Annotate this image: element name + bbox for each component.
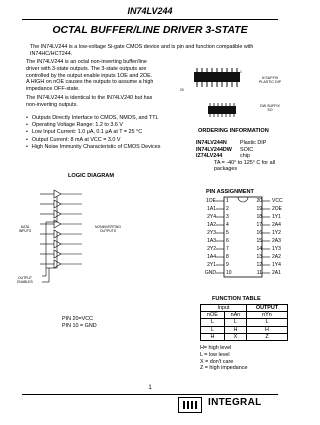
pin-number: 2: [226, 206, 229, 212]
function-table-output-head: OUTPUT: [246, 305, 287, 312]
ordering-part: IN74LV244N: [196, 140, 227, 146]
pin-name: 1A3: [207, 238, 216, 244]
pin-name: 2A3: [272, 238, 281, 244]
function-table-col: nOE: [201, 312, 225, 319]
pin-number: 16: [256, 230, 262, 236]
pin-assignment-heading: PIN ASSIGNMENT: [206, 189, 254, 195]
dip-package: [194, 68, 240, 87]
pin-name: 1A2: [207, 222, 216, 228]
table-cell: H: [224, 326, 246, 333]
features-list: [26, 115, 176, 151]
function-table-col: nAn: [224, 312, 246, 319]
dip-pin1-label: 1: [240, 70, 242, 74]
pin-name: 2Y1: [207, 262, 216, 268]
logic-diagram: [38, 182, 158, 292]
footer-rule: [22, 394, 278, 395]
ordering-row: [196, 147, 286, 154]
feature-item: • Low Input Current: 1.0 μA, 0.1 μA at T = 25 °C: [26, 129, 176, 136]
function-table-col: nYn: [246, 312, 287, 319]
table-cell: H: [246, 326, 287, 333]
ordering-heading: ORDERING INFORMATION: [198, 128, 269, 134]
pin-number: 8: [226, 254, 229, 260]
pin-left-numbers: [226, 197, 238, 277]
table-row: [201, 326, 288, 333]
brand-name: INTEGRAL: [208, 397, 262, 408]
pin-name: VCC: [272, 198, 283, 204]
ordering-part: IZ74LV244: [196, 153, 223, 160]
legend-item: X = don't care: [200, 358, 234, 365]
package-drawings: [186, 58, 286, 138]
ordering-temperature: TA = -40° to 125° C for all packages: [214, 159, 275, 173]
pin-number: 12: [256, 262, 262, 268]
ordering-package: chip: [240, 153, 250, 160]
pin-name: 2Y2: [207, 246, 216, 252]
output-enables-label: OUTPUT ENABLES: [17, 276, 33, 284]
soic-package: [208, 103, 236, 117]
dip-suffix-label: N SUFFIX PLASTIC DIP: [259, 76, 281, 85]
feature-item: • Operating Voltage Range: 1.2 to 3.6 V: [26, 122, 176, 129]
pin-vcc-note: PIN 20=VCC: [62, 316, 94, 322]
pin-number: 19: [256, 206, 262, 212]
pin-name: 1Y2: [272, 230, 281, 236]
intro-paragraph-2: The IN74LV244 is an octal non-inverting buffer/line driver with 3-state outputs. The 3-state outputs are controlled by the output enable inputs 1OE and 2OE. A HIGH on nOE causes the outputs to assume a high impedance OFF-state.: [26, 59, 154, 93]
pin-number: 9: [226, 262, 229, 268]
pin-right-numbers: [250, 197, 262, 277]
logic-diagram-heading: LOGIC DIAGRAM: [68, 173, 114, 179]
pin-name: 2Y3: [207, 230, 216, 236]
page-title: IN74LV244: [127, 6, 173, 16]
pin-number: 20: [256, 198, 262, 204]
table-cell: L: [201, 326, 225, 333]
pin-number: 17: [256, 222, 262, 228]
ordering-part: IN74LV244DW: [196, 146, 232, 153]
ordering-row: [196, 153, 286, 160]
table-cell: H: [201, 333, 225, 340]
table-cell: L: [246, 319, 287, 326]
page-number: 1: [148, 385, 152, 391]
title-rule: [22, 19, 278, 20]
pin-number: 18: [256, 214, 262, 220]
pin-left-names: [196, 197, 216, 277]
pin-name: 2A1: [272, 270, 281, 276]
noninverting-outputs-label: NONINVERTING OUTPUTS: [95, 225, 121, 233]
table-cell: L: [224, 319, 246, 326]
legend-item: H= high level: [200, 345, 232, 351]
page-subtitle: OCTAL BUFFER/LINE DRIVER 3-STATE: [52, 24, 248, 36]
pin-number: 11: [256, 270, 262, 276]
pin-number: 13: [256, 254, 262, 260]
pin-name: 1A1: [207, 206, 216, 212]
ordering-row: [196, 140, 286, 147]
pin-name: 2A4: [272, 222, 281, 228]
ordering-package: SOIC: [240, 146, 254, 153]
pin-name: 2Y4: [207, 214, 216, 220]
ordering-package: Plastic DIP: [240, 140, 267, 146]
function-table-input-head: Input: [201, 305, 247, 312]
table-row: [201, 319, 288, 326]
pin-number: 6: [226, 238, 229, 244]
pin-number: 15: [256, 238, 262, 244]
pin-name: 1Y4: [272, 262, 281, 268]
pin-number: 4: [226, 222, 229, 228]
function-table: [200, 304, 288, 341]
pin-name: 1Y3: [272, 246, 281, 252]
data-inputs-label: DATA INPUTS: [18, 225, 32, 233]
ordering-table: [196, 140, 286, 173]
pin-number: 3: [226, 214, 229, 220]
pin-name: 2A2: [272, 254, 281, 260]
table-row: [201, 333, 288, 340]
function-legend: [200, 345, 248, 372]
feature-item: • Outputs Directly Interface to CMOS, NMOS, and TTL: [26, 115, 176, 122]
feature-item: • Output Current: 8 mA at VCC = 3.0 V: [26, 137, 176, 144]
pin-right-names: [272, 197, 294, 277]
feature-item: • High Noise Immunity Characteristic of CMOS Devices: [26, 144, 176, 151]
legend-item: L = low level: [200, 351, 230, 358]
soic-suffix-label: DW SUFFIX SO: [260, 104, 280, 113]
pin-number: 10: [226, 270, 232, 276]
pin-name: 1OE: [205, 198, 216, 204]
intro-paragraph-1: The IN74LV244 is a low-voltage Si-gate CMOS device and is pin and function compatible with IN74HC/HCT244.: [30, 44, 254, 57]
pin-name: 1A4: [207, 254, 216, 260]
pin-name: GND: [204, 270, 216, 276]
intro-paragraph-3: The IN74LV244 is identical to the IN74LV240 but has non-inverting outputs.: [26, 95, 153, 108]
integral-logo-icon: [178, 397, 202, 413]
pin-number: 7: [226, 246, 229, 252]
table-cell: X: [224, 333, 246, 340]
pin-gnd-note: PIN 10 = GND: [62, 323, 97, 329]
pin-name: 1Y1: [272, 214, 281, 220]
dip-pin20-label: 20: [180, 88, 184, 92]
table-cell: Z: [246, 333, 287, 340]
pin-name: 2OE: [272, 206, 283, 212]
pin-number: 5: [226, 230, 229, 236]
legend-item: Z = high impedance: [200, 365, 248, 372]
pin-number: 1: [226, 198, 229, 204]
pin-number: 14: [256, 246, 262, 252]
table-cell: L: [201, 319, 225, 326]
function-table-heading: FUNCTION TABLE: [212, 296, 261, 302]
